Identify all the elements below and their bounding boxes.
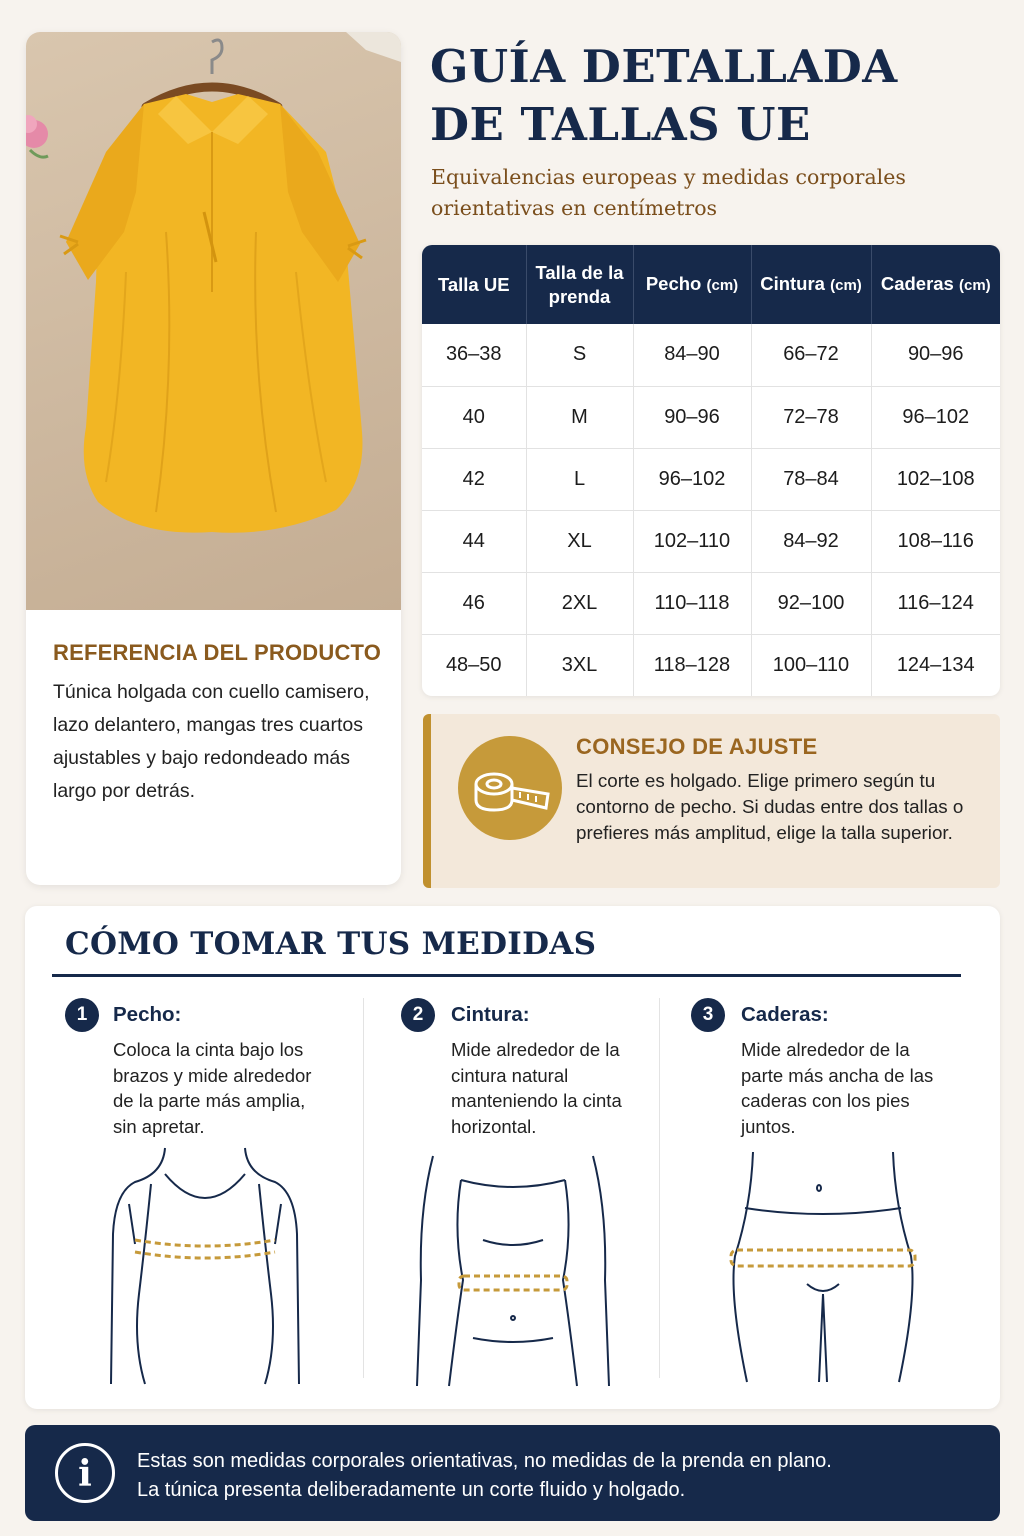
cell-talla-ue: 44 <box>422 510 526 572</box>
step-2-number: 2 <box>401 998 435 1032</box>
product-card <box>26 32 401 885</box>
cell-caderas: 116–124 <box>871 572 1000 634</box>
table-row <box>422 324 1000 386</box>
product-photo <box>26 32 401 610</box>
table-row <box>422 448 1000 510</box>
cell-pecho: 102–110 <box>633 510 751 572</box>
step-2-label: Cintura: <box>451 1003 530 1026</box>
cell-pecho: 110–118 <box>633 572 751 634</box>
header-cintura: Cintura (cm) <box>751 245 871 324</box>
cell-talla-prenda: L <box>526 448 633 510</box>
fit-tip-text: El corte es holgado. Elige primero según tu contorno de pecho. Si dudas entre dos tallas o prefieres más amplitud, elige la talla superior. <box>576 770 964 843</box>
chest-measure-illustration <box>105 1144 305 1389</box>
cell-talla-prenda: XL <box>526 510 633 572</box>
cell-talla-prenda: S <box>526 324 633 386</box>
page-subtitle-line-1: Equivalencias europeas y medidas corporales <box>431 165 906 189</box>
cell-cintura: 72–78 <box>751 386 871 448</box>
page-title <box>430 38 1000 154</box>
cell-talla-ue: 40 <box>422 386 526 448</box>
page-subtitle <box>431 162 991 224</box>
cell-cintura: 84–92 <box>751 510 871 572</box>
cell-caderas: 90–96 <box>871 324 1000 386</box>
table-row <box>422 634 1000 696</box>
product-reference-title: REFERENCIA DEL PRODUCTO <box>53 640 382 665</box>
how-to-measure-section <box>25 906 1000 1409</box>
cell-caderas: 108–116 <box>871 510 1000 572</box>
cell-cintura: 100–110 <box>751 634 871 696</box>
cell-talla-ue: 48–50 <box>422 634 526 696</box>
cell-caderas: 102–108 <box>871 448 1000 510</box>
cell-cintura: 66–72 <box>751 324 871 386</box>
column-divider <box>363 998 364 1378</box>
info-icon: i <box>55 1443 115 1503</box>
cell-cintura: 78–84 <box>751 448 871 510</box>
step-1-text: Coloca la cinta bajo los brazos y mide alrededor de la parte más amplia, sin apretar. <box>113 1039 312 1137</box>
page-title-line-1: GUÍA DETALLADA <box>430 40 898 93</box>
fit-tip-title: CONSEJO DE AJUSTE <box>576 734 818 759</box>
hips-measure-illustration <box>723 1146 923 1386</box>
info-banner <box>25 1425 1000 1521</box>
cell-talla-ue: 42 <box>422 448 526 510</box>
table-row <box>422 386 1000 448</box>
header-talla-ue: Talla UE <box>422 245 526 324</box>
cell-talla-prenda: 3XL <box>526 634 633 696</box>
cell-talla-prenda: 2XL <box>526 572 633 634</box>
size-table-header-row <box>422 245 1000 324</box>
table-row <box>422 510 1000 572</box>
cell-talla-prenda: M <box>526 386 633 448</box>
cell-caderas: 124–134 <box>896 653 975 676</box>
cell-pecho: 96–102 <box>633 448 751 510</box>
fit-tip-box <box>423 714 1000 888</box>
info-text-line-2: La túnica presenta deliberadamente un corte fluido y holgado. <box>137 1479 686 1501</box>
title-divider <box>52 974 961 977</box>
step-3-number: 3 <box>691 998 725 1032</box>
info-text <box>137 1447 977 1505</box>
header-pecho: Pecho (cm) <box>633 245 751 324</box>
cell-talla-ue: 36–38 <box>422 324 526 386</box>
page-subtitle-line-2: orientativas en centímetros <box>431 196 718 220</box>
measuring-tape-icon <box>458 736 562 840</box>
step-2-text: Mide alrededor de la cintura natural manteniendo la cinta horizontal. <box>451 1039 622 1137</box>
cell-cintura: 92–100 <box>751 572 871 634</box>
how-to-measure-title: CÓMO TOMAR TUS MEDIDAS <box>65 926 597 962</box>
info-text-line-1: Estas son medidas corporales orientativas, no medidas de la prenda en plano. <box>137 1450 832 1472</box>
header-talla-prenda: Talla de la prenda <box>526 245 633 324</box>
header-caderas: Caderas (cm) <box>871 245 1000 324</box>
cell-pecho: 84–90 <box>633 324 751 386</box>
table-row <box>422 572 1000 634</box>
cell-pecho: 90–96 <box>633 386 751 448</box>
step-3-label: Caderas: <box>741 1003 829 1026</box>
step-1-number: 1 <box>65 998 99 1032</box>
waist-measure-illustration <box>413 1150 613 1390</box>
cell-pecho: 118–128 <box>633 634 751 696</box>
step-1-label: Pecho: <box>113 1003 182 1026</box>
page-title-line-2: DE TALLAS UE <box>430 98 811 151</box>
size-table-grid <box>422 245 1000 696</box>
step-3-text: Mide alrededor de la parte más ancha de las caderas con los pies juntos. <box>741 1039 934 1137</box>
size-table <box>422 245 1000 696</box>
product-reference-text: Túnica holgada con cuello camisero, lazo delantero, mangas tres cuartos ajustables y bajo redondeado más largo por detrás. <box>53 681 370 802</box>
cell-talla-ue: 46 <box>422 572 526 634</box>
cell-caderas: 96–102 <box>871 386 1000 448</box>
